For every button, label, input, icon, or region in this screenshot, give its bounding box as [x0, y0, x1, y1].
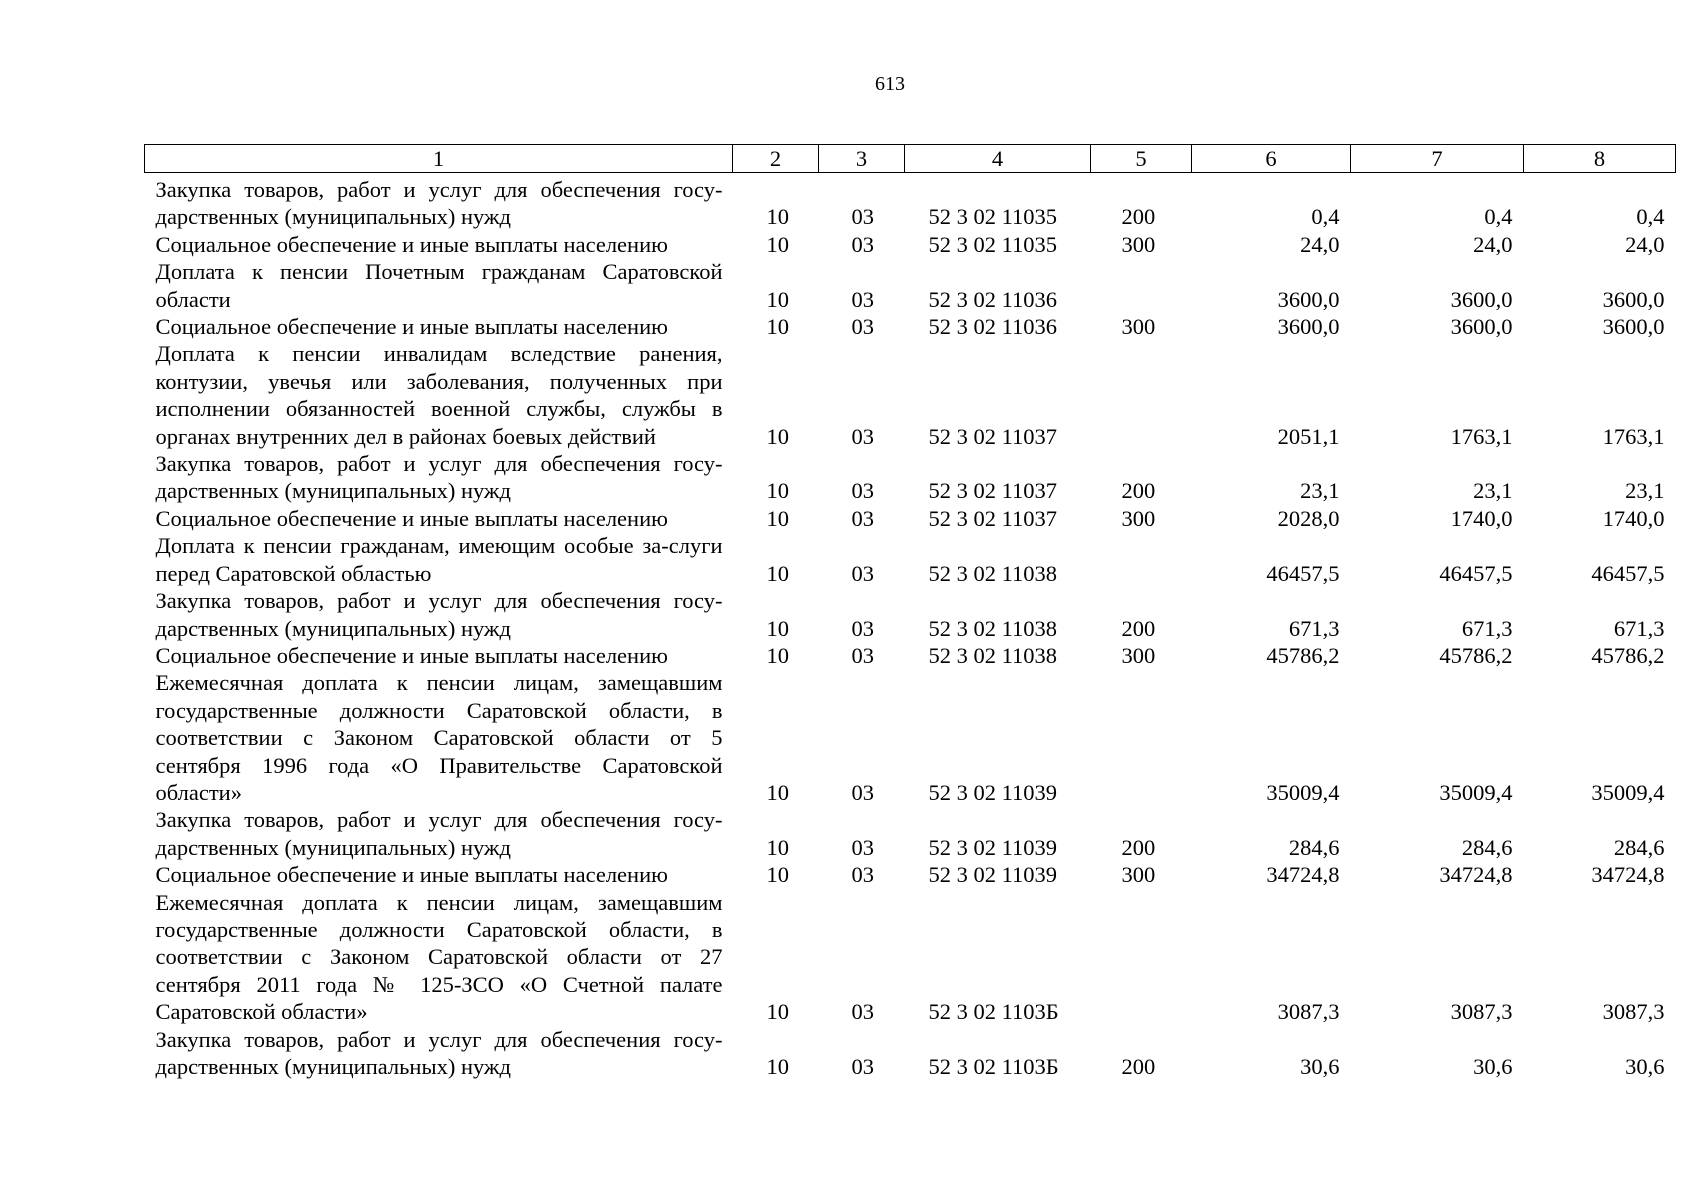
row-amount-col8: 0,4 [1636, 204, 1665, 230]
row-section: 10 [766, 204, 789, 230]
row-subsection: 03 [851, 834, 874, 860]
row-subsection: 03 [851, 862, 874, 888]
row-subsection: 03 [851, 478, 874, 504]
row-subsection: 03 [851, 615, 874, 641]
row-name: Социальное обеспечение и иные выплаты населению [155, 505, 668, 531]
page-number: 613 [875, 73, 905, 95]
row-section: 10 [766, 642, 789, 668]
table-row [145, 258, 1676, 313]
row-amount-col7: 35009,4 [1439, 779, 1513, 805]
row-amount-col7: 1763,1 [1450, 423, 1513, 449]
row-amount-col8: 3600,0 [1602, 286, 1665, 312]
row-section: 10 [766, 862, 789, 888]
row-name: Социальное обеспечение и иные выплаты населению [155, 862, 668, 888]
table-row [145, 1026, 1676, 1081]
row-amount-col8: 24,0 [1625, 231, 1665, 257]
header-col-4: 4 [905, 145, 1091, 173]
row-target-code: 52 3 02 11038 [928, 560, 1058, 586]
row-section: 10 [766, 560, 789, 586]
row-subsection: 03 [851, 314, 874, 340]
row-name: Социальное обеспечение и иные выплаты населению [155, 231, 668, 257]
header-col-6: 6 [1192, 145, 1351, 173]
row-expense-type: 200 [1121, 478, 1156, 504]
row-subsection: 03 [851, 423, 874, 449]
row-expense-type: 300 [1121, 314, 1156, 340]
header-col-8: 8 [1524, 145, 1676, 173]
row-amount-col8: 34724,8 [1591, 862, 1665, 888]
row-name: Доплата к пенсии Почетным гражданам Саратовской области [155, 259, 723, 312]
row-section: 10 [766, 314, 789, 340]
row-amount-col7: 46457,5 [1439, 560, 1513, 586]
table-row [145, 642, 1676, 669]
row-amount-col8: 23,1 [1625, 478, 1665, 504]
header-col-2: 2 [733, 145, 819, 173]
row-name: Доплата к пенсии инвалидам вследствие ранения, контузии, увечья или заболевания, полученных при исполнении обязанностей военной службы, службы в органах внутренних дел в районах боевых действий [155, 341, 723, 449]
row-amount-col8: 46457,5 [1591, 560, 1665, 586]
row-amount-col8: 35009,4 [1591, 779, 1665, 805]
table-row [145, 889, 1676, 1026]
row-section: 10 [766, 423, 789, 449]
header-col-5: 5 [1091, 145, 1192, 173]
row-target-code: 52 3 02 11035 [928, 204, 1058, 230]
row-section: 10 [766, 286, 789, 312]
row-expense-type: 200 [1121, 204, 1156, 230]
row-section: 10 [766, 478, 789, 504]
row-subsection: 03 [851, 779, 874, 805]
row-amount-col7: 34724,8 [1439, 862, 1513, 888]
row-name: Закупка товаров, работ и услуг для обеспечения госу-дарственных (муниципальных) нужд [155, 177, 723, 230]
row-subsection: 03 [851, 231, 874, 257]
row-target-code: 52 3 02 11036 [928, 314, 1058, 340]
table-row [145, 505, 1676, 532]
header-col-7: 7 [1351, 145, 1524, 173]
row-target-code: 52 3 02 11037 [928, 505, 1058, 531]
table-row [145, 450, 1676, 505]
row-target-code: 52 3 02 11037 [928, 478, 1058, 504]
row-target-code: 52 3 02 11037 [928, 423, 1058, 449]
row-amount-col7: 284,6 [1461, 834, 1513, 860]
row-amount-col7: 23,1 [1473, 478, 1513, 504]
header-col-3: 3 [819, 145, 905, 173]
row-expense-type [1091, 889, 1192, 1026]
row-amount-col7: 3600,0 [1450, 314, 1513, 340]
row-amount-col8: 30,6 [1625, 1054, 1665, 1079]
row-amount-col8: 45786,2 [1591, 642, 1665, 668]
row-name: Социальное обеспечение и иные выплаты населению [155, 642, 668, 668]
header-row [145, 145, 1676, 173]
header-col-1: 1 [145, 145, 733, 173]
budget-table [144, 144, 1676, 1080]
row-expense-type [1091, 669, 1192, 806]
row-subsection: 03 [851, 999, 874, 1025]
row-amount-col7: 24,0 [1473, 231, 1513, 257]
table-row [145, 806, 1676, 861]
row-amount-col6: 284,6 [1288, 834, 1340, 860]
row-amount-col8: 3600,0 [1602, 314, 1665, 340]
row-expense-type: 200 [1121, 834, 1156, 860]
row-expense-type: 200 [1121, 615, 1156, 641]
row-amount-col6: 2028,0 [1277, 505, 1340, 531]
row-target-code: 52 3 02 1103Б [928, 999, 1059, 1025]
row-target-code: 52 3 02 11039 [928, 834, 1058, 860]
row-amount-col6: 3600,0 [1277, 314, 1340, 340]
table-row [145, 231, 1676, 258]
row-amount-col6: 45786,2 [1266, 642, 1340, 668]
row-name: Ежемесячная доплата к пенсии лицам, замещавшим государственные должности Саратовской области, в соответствии с Законом Саратовской области от 5 сентября 1996 года «О Правительстве Саратовской области» [155, 670, 723, 805]
row-amount-col8: 3087,3 [1602, 999, 1665, 1025]
row-amount-col8: 284,6 [1613, 834, 1665, 860]
row-amount-col6: 24,0 [1300, 231, 1340, 257]
row-name: Доплата к пенсии гражданам, имеющим особые за-слуги перед Саратовской областью [155, 533, 723, 586]
row-amount-col7: 3600,0 [1450, 286, 1513, 312]
row-section: 10 [766, 779, 789, 805]
row-section: 10 [766, 999, 789, 1025]
table-row [145, 587, 1676, 642]
row-amount-col7: 1740,0 [1450, 505, 1513, 531]
row-amount-col6: 35009,4 [1266, 779, 1340, 805]
row-name: Закупка товаров, работ и услуг для обеспечения госу-дарственных (муниципальных) нужд [155, 1026, 723, 1079]
row-expense-type: 300 [1121, 231, 1156, 257]
row-amount-col6: 34724,8 [1266, 862, 1340, 888]
row-amount-col8: 1740,0 [1602, 505, 1665, 531]
row-expense-type: 300 [1121, 505, 1156, 531]
table-row [145, 173, 1676, 231]
row-amount-col6: 0,4 [1311, 204, 1340, 230]
row-amount-col7: 45786,2 [1439, 642, 1513, 668]
budget-table-container [144, 144, 1675, 1080]
row-expense-type [1091, 340, 1192, 450]
row-expense-type [1091, 258, 1192, 313]
row-name: Закупка товаров, работ и услуг для обеспечения госу-дарственных (муниципальных) нужд [155, 807, 723, 860]
row-section: 10 [766, 231, 789, 257]
row-target-code: 52 3 02 1103Б [928, 1054, 1059, 1079]
row-amount-col6: 46457,5 [1266, 560, 1340, 586]
row-amount-col7: 0,4 [1484, 204, 1513, 230]
row-target-code: 52 3 02 11038 [928, 615, 1058, 641]
row-expense-type: 300 [1121, 642, 1156, 668]
row-amount-col8: 1763,1 [1602, 423, 1665, 449]
table-row [145, 313, 1676, 340]
row-subsection: 03 [851, 204, 874, 230]
row-amount-col7: 3087,3 [1450, 999, 1513, 1025]
row-section: 10 [766, 1054, 789, 1079]
row-name: Социальное обеспечение и иные выплаты населению [155, 314, 668, 340]
row-target-code: 52 3 02 11039 [928, 779, 1058, 805]
row-amount-col6: 671,3 [1288, 615, 1340, 641]
row-target-code: 52 3 02 11039 [928, 862, 1058, 888]
table-body [145, 173, 1676, 1081]
row-amount-col6: 30,6 [1300, 1054, 1340, 1079]
row-subsection: 03 [851, 560, 874, 586]
row-amount-col8: 671,3 [1613, 615, 1665, 641]
row-amount-col7: 30,6 [1473, 1054, 1513, 1079]
row-target-code: 52 3 02 11038 [928, 642, 1058, 668]
table-header [145, 145, 1676, 173]
row-section: 10 [766, 834, 789, 860]
row-amount-col7: 671,3 [1461, 615, 1513, 641]
row-name: Закупка товаров, работ и услуг для обеспечения госу-дарственных (муниципальных) нужд [155, 588, 723, 641]
row-target-code: 52 3 02 11036 [928, 286, 1058, 312]
row-expense-type: 200 [1121, 1054, 1156, 1079]
row-subsection: 03 [851, 505, 874, 531]
row-section: 10 [766, 505, 789, 531]
table-row [145, 669, 1676, 806]
row-expense-type: 300 [1121, 862, 1156, 888]
row-subsection: 03 [851, 642, 874, 668]
table-row [145, 340, 1676, 450]
row-amount-col6: 23,1 [1300, 478, 1340, 504]
row-amount-col6: 3600,0 [1277, 286, 1340, 312]
table-row [145, 532, 1676, 587]
row-name: Ежемесячная доплата к пенсии лицам, замещавшим государственные должности Саратовской области, в соответствии с Законом Саратовской области от 27 сентября 2011 года № 125-ЗСО «О Счетной палате Саратовской области» [155, 889, 723, 1025]
table-row [145, 861, 1676, 888]
row-amount-col6: 2051,1 [1277, 423, 1340, 449]
row-section: 10 [766, 615, 789, 641]
row-subsection: 03 [851, 286, 874, 312]
row-target-code: 52 3 02 11035 [928, 231, 1058, 257]
row-amount-col6: 3087,3 [1277, 999, 1340, 1025]
row-name: Закупка товаров, работ и услуг для обеспечения госу-дарственных (муниципальных) нужд [155, 451, 723, 504]
row-expense-type [1091, 532, 1192, 587]
row-subsection: 03 [851, 1054, 874, 1079]
